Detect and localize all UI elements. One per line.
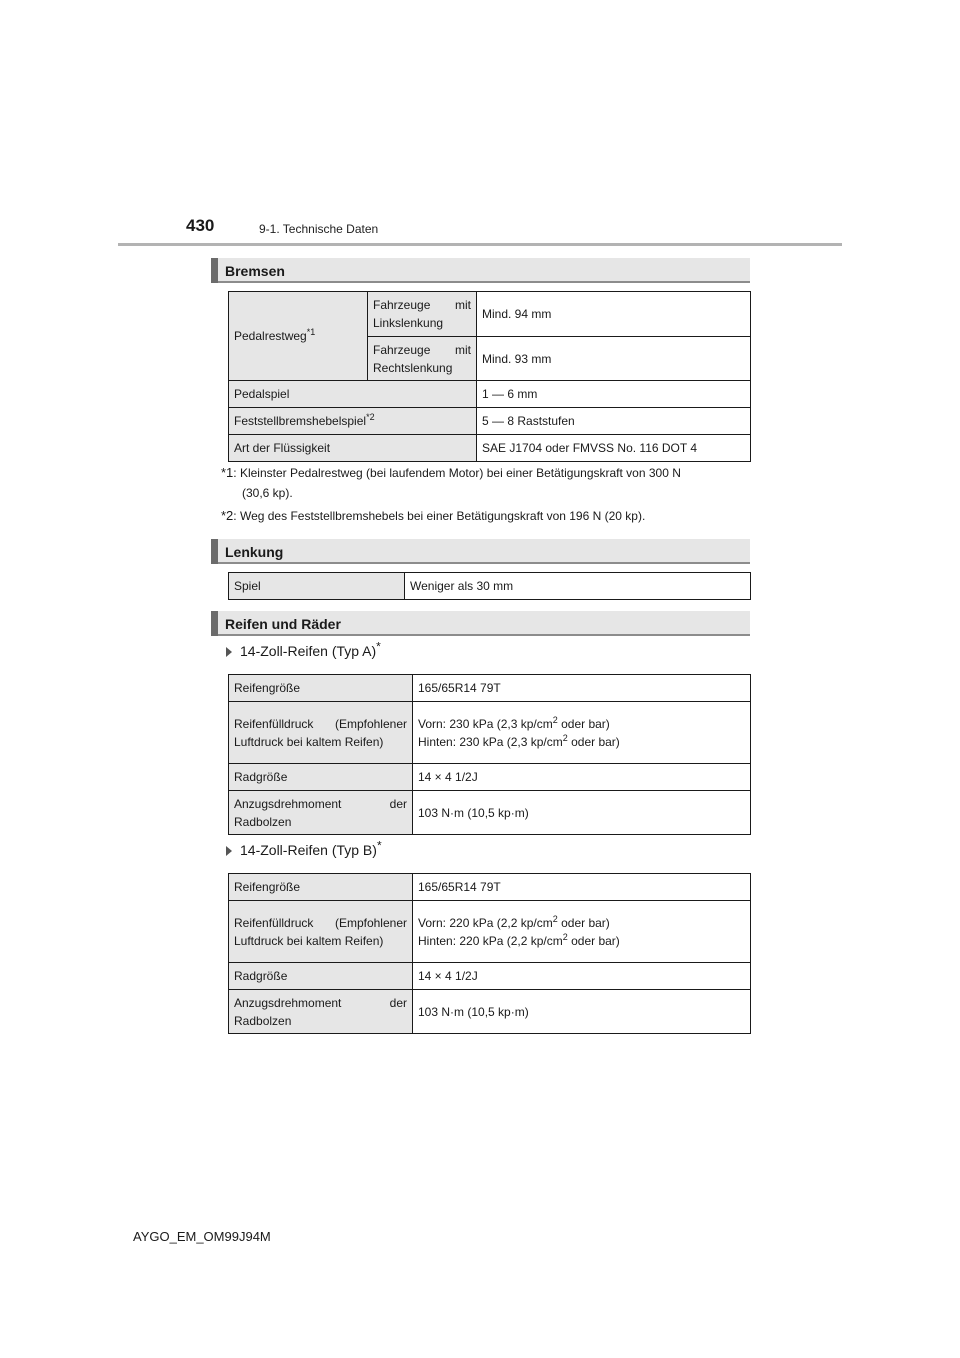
rim-value: 14 × 4 1/2J xyxy=(413,764,751,791)
table-row xyxy=(229,435,751,462)
table-row xyxy=(229,990,751,1034)
superscript: 2 xyxy=(552,714,558,725)
footnote-2-text: : Weg des Feststellbremshebels bei einer Betätigungskraft von 196 N (20 kp). xyxy=(233,509,646,523)
footnote-1-continuation: (30,6 kp). xyxy=(242,486,293,500)
arrow-right-icon xyxy=(226,846,232,856)
table-row xyxy=(229,874,751,901)
bremsen-table xyxy=(228,291,751,462)
size-value: 165/65R14 79T xyxy=(413,874,751,901)
pressure-front xyxy=(418,914,745,932)
superscript: 2 xyxy=(562,732,568,743)
subheading-typ-a xyxy=(226,639,381,659)
header-divider xyxy=(118,243,842,246)
pressure-label: Reifenfülldruck (Empfohlener Luftdruck bei kaltem Reifen) xyxy=(229,901,413,963)
lhd-value: Mind. 94 mm xyxy=(477,292,751,337)
page-number: 430 xyxy=(186,216,215,235)
pressure-front-text: Vorn: 230 kPa (2,3 kp/cm xyxy=(418,716,553,731)
section-title-reifen: Reifen und Räder xyxy=(225,616,341,632)
table-row xyxy=(229,292,751,337)
pedalspiel-value: 1 — 6 mm xyxy=(477,381,751,408)
typ-a-heading: 14-Zoll-Reifen (Typ A) xyxy=(240,643,377,659)
hebelspiel-label: Feststellbremshebelspiel xyxy=(234,414,367,428)
table-row xyxy=(229,791,751,835)
superscript: 2 xyxy=(562,931,568,942)
lenkung-label: Spiel xyxy=(229,573,405,600)
torque-label: Anzugsdrehmoment der Radbolzen xyxy=(229,990,413,1034)
pressure-front xyxy=(418,715,745,733)
rhd-value: Mind. 93 mm xyxy=(477,337,751,381)
table-row xyxy=(229,573,751,600)
arrow-right-icon xyxy=(226,647,232,657)
footnote-1-text: : Kleinster Pedalrestweg (bei laufendem Motor) bei einer Betätigungskraft von 300 N xyxy=(233,466,681,480)
pressure-rear-text: Hinten: 230 kPa (2,3 kp/cm xyxy=(418,734,563,749)
rim-value: 14 × 4 1/2J xyxy=(413,963,751,990)
pressure-front-unit: oder bar) xyxy=(557,915,610,930)
table-row xyxy=(229,675,751,702)
pedal-label: Pedalrestweg xyxy=(234,329,307,343)
section-bar-lenkung xyxy=(211,539,750,564)
pressure-front-text: Vorn: 220 kPa (2,2 kp/cm xyxy=(418,915,553,930)
section-bar-bremsen xyxy=(211,258,750,283)
pressure-rear xyxy=(418,733,745,751)
torque-value: 103 N·m (10,5 kp·m) xyxy=(413,791,751,835)
footnote-1-mark: *1 xyxy=(221,465,234,480)
table-row xyxy=(229,764,751,791)
size-value: 165/65R14 79T xyxy=(413,675,751,702)
table-row xyxy=(229,702,751,764)
pressure-rear-unit: oder bar) xyxy=(567,933,620,948)
footnote-1 xyxy=(221,464,751,482)
rim-label: Radgröße xyxy=(229,764,413,791)
footnote-2-mark: *2 xyxy=(221,508,234,523)
footnote-mark: * xyxy=(376,639,381,654)
pressure-label: Reifenfülldruck (Empfohlener Luftdruck bei kaltem Reifen) xyxy=(229,702,413,764)
footnote-mark: *2 xyxy=(366,412,375,422)
table-row xyxy=(229,408,751,435)
pedal-label-cell xyxy=(229,292,368,381)
reifen-b-table xyxy=(228,873,751,1034)
size-label: Reifengröße xyxy=(229,874,413,901)
pressure-value xyxy=(413,901,751,963)
footnote-2 xyxy=(221,507,751,525)
pressure-value xyxy=(413,702,751,764)
lenkung-table xyxy=(228,572,751,600)
pressure-rear-text: Hinten: 220 kPa (2,2 kp/cm xyxy=(418,933,563,948)
lhd-label: Fahrzeuge mit Linkslenkung xyxy=(368,292,477,337)
pedalspiel-label: Pedalspiel xyxy=(229,381,477,408)
pressure-front-unit: oder bar) xyxy=(557,716,610,731)
table-row xyxy=(229,381,751,408)
rim-label: Radgröße xyxy=(229,963,413,990)
footnote-mark: * xyxy=(376,838,382,853)
table-row xyxy=(229,963,751,990)
size-label: Reifengröße xyxy=(229,675,413,702)
footnote-mark: *1 xyxy=(306,327,316,337)
typ-b-heading: 14-Zoll-Reifen (Typ B) xyxy=(240,842,377,858)
document-code: AYGO_EM_OM99J94M xyxy=(133,1229,271,1244)
section-bar-reifen xyxy=(211,611,750,636)
hebelspiel-value: 5 — 8 Raststufen xyxy=(477,408,751,435)
section-title-bremsen: Bremsen xyxy=(225,263,285,279)
subheading-typ-b xyxy=(226,838,382,858)
fluid-label: Art der Flüssigkeit xyxy=(229,435,477,462)
hebelspiel-label-cell xyxy=(229,408,477,435)
section-title-lenkung: Lenkung xyxy=(225,544,284,560)
lenkung-value: Weniger als 30 mm xyxy=(405,573,751,600)
superscript: 2 xyxy=(552,913,558,924)
pressure-rear xyxy=(418,932,745,950)
torque-label: Anzugsdrehmoment der Radbolzen xyxy=(229,791,413,835)
fluid-value: SAE J1704 oder FMVSS No. 116 DOT 4 xyxy=(477,435,751,462)
pressure-rear-unit: oder bar) xyxy=(567,734,620,749)
torque-value: 103 N·m (10,5 kp·m) xyxy=(413,990,751,1034)
reifen-a-table xyxy=(228,674,751,835)
rhd-label: Fahrzeuge mit Rechtslenkung xyxy=(368,337,477,381)
table-row xyxy=(229,901,751,963)
section-label: 9-1. Technische Daten xyxy=(259,222,379,236)
